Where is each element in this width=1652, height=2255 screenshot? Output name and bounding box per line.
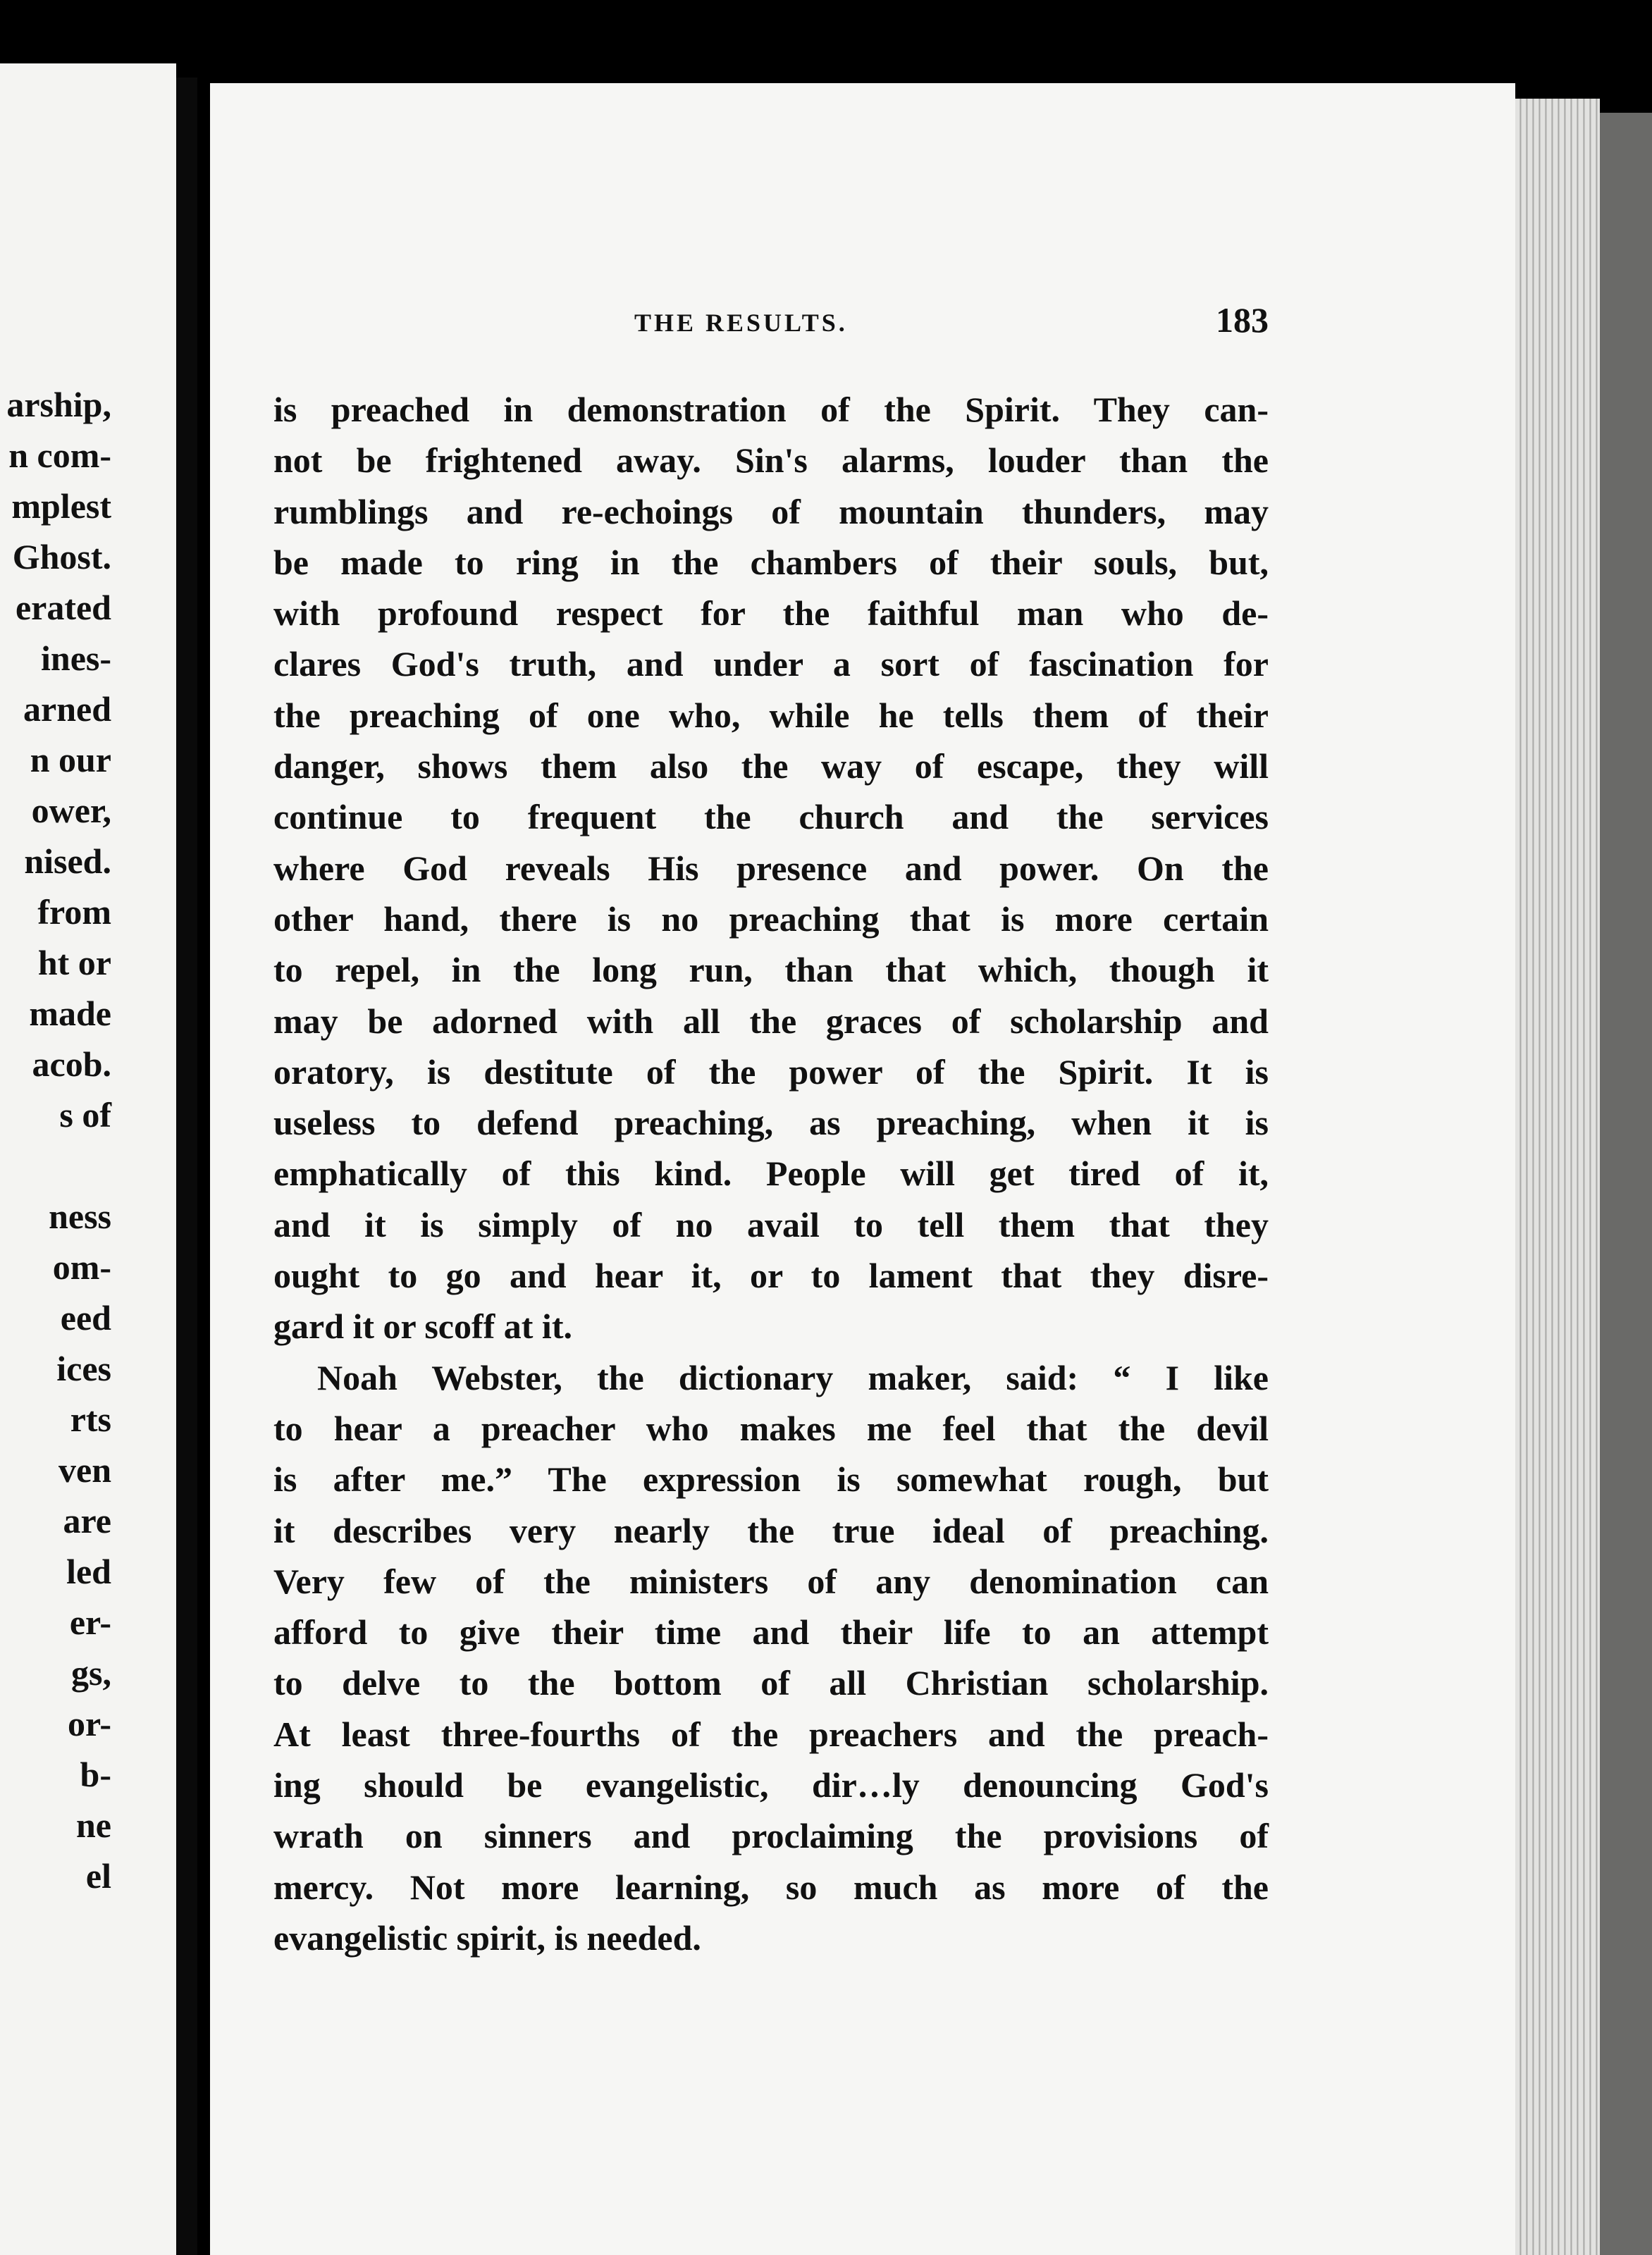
- facing-line: erated: [15, 588, 111, 627]
- text-line: oratory, is destitute of the power of the Spirit. It is: [273, 1051, 1269, 1092]
- page-header: [268, 299, 1269, 349]
- text-line: clares God's truth, and under a sort of fascination for: [273, 644, 1269, 684]
- facing-line: nised.: [24, 841, 111, 881]
- facing-line: or-: [68, 1704, 111, 1743]
- page-edges: [1515, 99, 1600, 2255]
- text-line: to hear a preacher who makes me feel that the devil: [273, 1408, 1269, 1448]
- text-line: may be adorned with all the graces of scholarship and: [273, 1001, 1269, 1041]
- facing-line: n our: [30, 740, 111, 779]
- text-line: Very few of the ministers of any denomination can: [273, 1561, 1269, 1601]
- facing-line: rts: [70, 1400, 111, 1439]
- text-line: afford to give their time and their life to an attempt: [273, 1612, 1269, 1652]
- text-line: be made to ring in the chambers of their souls, but,: [273, 542, 1269, 582]
- page-body: [273, 384, 1269, 1963]
- facing-line: from: [37, 892, 111, 932]
- facing-line: ven: [58, 1450, 111, 1490]
- book-gutter: [176, 78, 197, 2255]
- text-line: rumblings and re-echoings of mountain thunders, may: [273, 491, 1269, 531]
- facing-line: ne: [76, 1805, 111, 1845]
- facing-line: mplest: [11, 486, 111, 526]
- facing-line: el: [85, 1856, 111, 1896]
- text-line: continue to frequent the church and the services: [273, 797, 1269, 837]
- facing-line: led: [66, 1552, 111, 1591]
- facing-page: [0, 63, 176, 2255]
- text-line: other hand, there is no preaching that is more certain: [273, 898, 1269, 939]
- page-number: 183: [1216, 300, 1269, 340]
- text-line: is preached in demonstration of the Spirit. They can-: [273, 390, 1269, 429]
- facing-line: Ghost.: [12, 537, 111, 576]
- text-line: the preaching of one who, while he tells them of their: [273, 695, 1269, 735]
- text-line: Noah Webster, the dictionary maker, said: “ I like: [317, 1357, 1269, 1397]
- facing-line: s of: [59, 1095, 111, 1135]
- facing-line: ness: [49, 1197, 111, 1236]
- text-line: and it is simply of no avail to tell them that they: [273, 1204, 1269, 1244]
- book-cover-edge: [1600, 113, 1652, 2255]
- text-line: where God reveals His presence and power. On the: [273, 848, 1269, 888]
- text-line: it describes very nearly the true ideal of preaching.: [273, 1510, 1269, 1550]
- text-line: ought to go and hear it, or to lament that they disre-: [273, 1256, 1269, 1296]
- text-line: wrath on sinners and proclaiming the provisions of: [273, 1816, 1269, 1856]
- facing-line: ht or: [37, 943, 111, 982]
- facing-line: ower,: [31, 791, 111, 830]
- text-line: mercy. Not more learning, so much as more of the: [273, 1867, 1269, 1907]
- text-line: emphatically of this kind. People will get tired of it,: [273, 1154, 1269, 1194]
- text-line: ing should be evangelistic, dir…ly denouncing God's: [273, 1765, 1269, 1805]
- facing-line: are: [63, 1501, 111, 1540]
- facing-line: arned: [23, 689, 111, 729]
- text-line: is after me.” The expression is somewhat rough, but: [273, 1459, 1269, 1500]
- facing-line: om-: [52, 1247, 111, 1287]
- text-line: evangelistic spirit, is needed.: [273, 1917, 701, 1958]
- text-line: to repel, in the long run, than that which, though it: [273, 950, 1269, 990]
- facing-line: b-: [80, 1755, 111, 1794]
- text-line: gard it or scoff at it.: [273, 1306, 572, 1347]
- text-line: useless to defend preaching, as preaching, when it is: [273, 1103, 1269, 1143]
- running-head: THE RESULTS.: [634, 309, 848, 337]
- text-line: to delve to the bottom of all Christian scholarship.: [273, 1663, 1269, 1703]
- facing-line: acob.: [32, 1044, 111, 1084]
- text-line: danger, shows them also the way of escape, they will: [273, 746, 1269, 786]
- facing-line: eed: [60, 1298, 111, 1337]
- facing-line: er-: [69, 1602, 111, 1642]
- facing-line: made: [29, 994, 111, 1033]
- text-line: At least three-fourths of the preachers and the preach-: [273, 1714, 1269, 1754]
- facing-line: arship,: [6, 385, 111, 424]
- text-line: with profound respect for the faithful man who de-: [273, 593, 1269, 634]
- facing-line: n com-: [8, 435, 111, 475]
- facing-line: ines-: [41, 638, 111, 678]
- facing-line: ices: [56, 1349, 111, 1388]
- text-line: not be frightened away. Sin's alarms, louder than the: [273, 440, 1269, 481]
- facing-line: gs,: [71, 1653, 111, 1693]
